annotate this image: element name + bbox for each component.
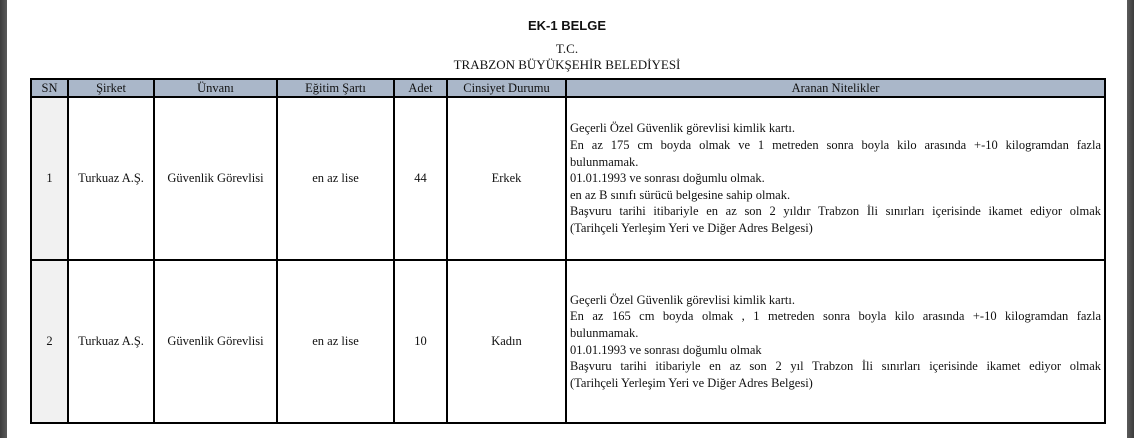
header-qualifications: Aranan Nitelikler bbox=[566, 79, 1105, 97]
header-title: Ünvanı bbox=[154, 79, 277, 97]
cell-sn: 2 bbox=[31, 260, 68, 423]
header-sn: SN bbox=[31, 79, 68, 97]
qualification-line: Başvuru tarihi itibariyle en az son 2 yıl Trabzon İli sınırları içerisinde ikamet ediyor olmak bbox=[570, 359, 1101, 374]
document-subtitle-institution: TRABZON BÜYÜKŞEHİR BELEDİYESİ bbox=[453, 57, 681, 72]
cell-gender: Kadın bbox=[447, 260, 566, 423]
cell-sn: 1 bbox=[31, 97, 68, 260]
document-subtitle-tc: T.C. bbox=[555, 41, 579, 56]
qualification-line: En az 165 cm boyda olmak , 1 metreden sonra boyla kilo arasında +-10 kilogramdan fazla bbox=[570, 309, 1101, 324]
cell-education: en az lise bbox=[277, 260, 394, 423]
qualification-line: 01.01.1993 ve sonrası doğumlu olmak bbox=[570, 342, 762, 357]
qualification-line: bulunmamak. bbox=[570, 154, 639, 169]
header-gender: Cinsiyet Durumu bbox=[447, 79, 566, 97]
header-count: Adet bbox=[394, 79, 447, 97]
header-education: Eğitim Şartı bbox=[277, 79, 394, 97]
table-header-row bbox=[31, 79, 1105, 97]
cell-title: Güvenlik Görevlisi bbox=[154, 97, 277, 260]
cell-gender: Erkek bbox=[447, 97, 566, 260]
table-row bbox=[31, 97, 1105, 260]
qualification-line: bulunmamak. bbox=[570, 325, 639, 340]
cell-qualifications bbox=[566, 260, 1105, 423]
qualification-line: Geçerli Özel Güvenlik görevlisi kimlik kartı. bbox=[570, 121, 795, 136]
qualification-line: Geçerli Özel Güvenlik görevlisi kimlik kartı. bbox=[570, 292, 795, 307]
cell-title: Güvenlik Görevlisi bbox=[154, 260, 277, 423]
document-title: EK-1 BELGE bbox=[527, 18, 606, 33]
cell-count: 10 bbox=[394, 260, 447, 423]
qualification-line: Başvuru tarihi itibariyle en az son 2 yıldır Trabzon İli sınırları içerisinde ikamet ediyor olmak bbox=[570, 204, 1101, 219]
table-row bbox=[31, 260, 1105, 423]
qualification-line: 01.01.1993 ve sonrası doğumlu olmak. bbox=[570, 171, 765, 186]
qualification-line: (Tarihçeli Yerleşim Yeri ve Diğer Adres Belgesi) bbox=[570, 375, 813, 390]
cell-company: Turkuaz A.Ş. bbox=[68, 260, 154, 423]
qualification-line: (Tarihçeli Yerleşim Yeri ve Diğer Adres Belgesi) bbox=[570, 220, 813, 235]
job-listing-table bbox=[30, 78, 1106, 424]
cell-education: en az lise bbox=[277, 97, 394, 260]
header-company: Şirket bbox=[68, 79, 154, 97]
cell-count: 44 bbox=[394, 97, 447, 260]
qualification-line: en az B sınıfı sürücü belgesine sahip olmak. bbox=[570, 187, 791, 202]
qualification-line: En az 175 cm boyda olmak ve 1 metreden sonra boyla kilo arasında +-10 kilogramdan fazla bbox=[570, 138, 1101, 153]
cell-qualifications bbox=[566, 97, 1105, 260]
cell-company: Turkuaz A.Ş. bbox=[68, 97, 154, 260]
